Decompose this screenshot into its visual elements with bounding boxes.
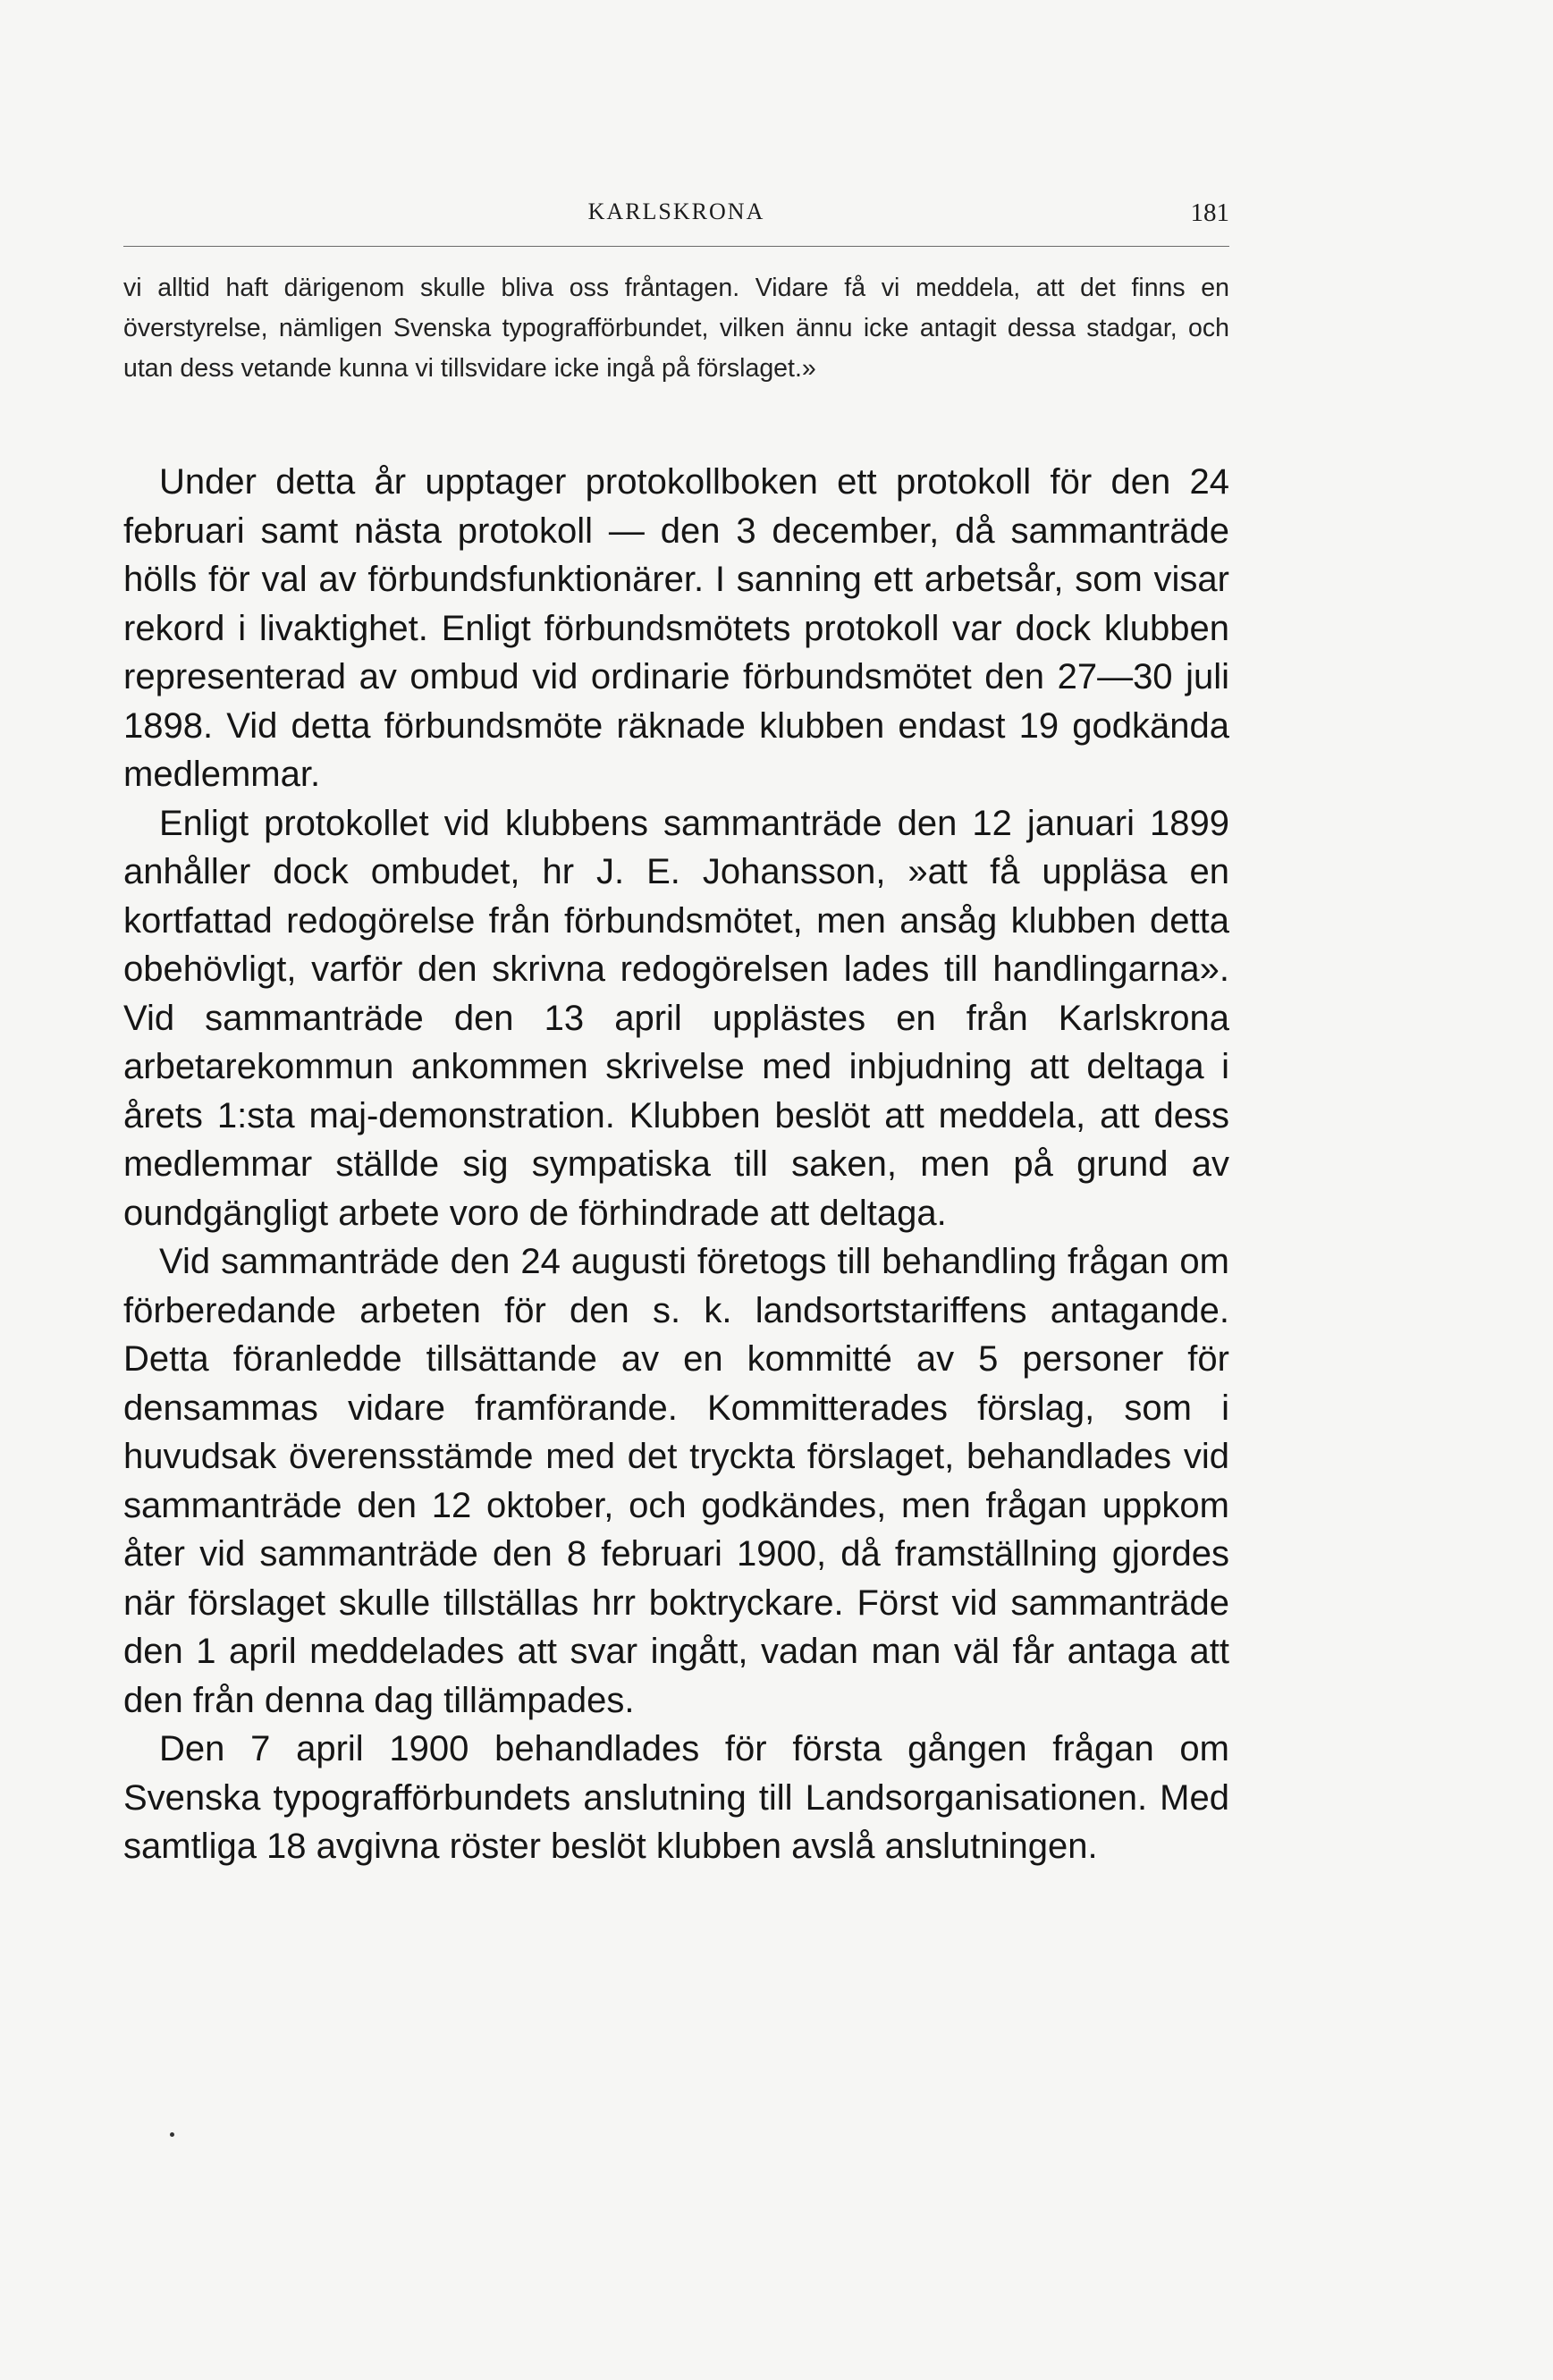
paragraph: Den 7 april 1900 behandlades för första gången frågan om Svenska typografförbundets anslutning till Landsorganisationen. Med samtliga 18 avgivna röster beslöt klubben avslå anslutningen.: [123, 1729, 1229, 1866]
stray-mark: [170, 2132, 174, 2137]
paragraph: Under detta år upptager protokollboken ett protokoll för den 24 februari samt nästa protokoll — den 3 december, då sammanträde hölls för val av förbundsfunktionärer. I sanning ett arbetsår, som visar rekord i livaktighet. Enligt förbundsmötets protokoll var dock klubben representerad av ombud vid ordinarie förbundsmötet den 27—30 juli 1898. Vid detta förbundsmöte räknade klubben endast 19 godkända medlemmar.: [123, 462, 1229, 794]
header-rule: [123, 246, 1229, 247]
paragraph: Enligt protokollet vid klubbens sammanträde den 12 januari 1899 anhåller dock ombudet, hr J. E. Johansson, »att få uppläsa en kortfattad redogörelse från förbundsmötet, men ansåg klubben detta obehövligt, varför den skrivna redogörelsen lades till handlingarna». Vid sammanträde den 13 april upplästes en från Karlskrona arbetarekommun ankommen skrivelse med inbjudning att deltaga i årets 1:sta maj-demonstration. Klubben beslöt att meddela, att dess medlemmar ställde sig sympatiska till saken, men på grund av oundgängligt arbete voro de förhindrade att deltaga.: [123, 803, 1229, 1233]
quote-continuation: vi alltid haft därigenom skulle bliva oss fråntagen. Vidare få vi meddela, att det finns en överstyrelse, nämligen Svenska typografförbundet, vilken ännu icke antagit dessa stadgar, och utan dess vetande kunna vi tillsvidare icke ingå på förslaget.»: [123, 274, 1229, 383]
page-header: [123, 198, 1229, 243]
paragraph: Vid sammanträde den 24 augusti företogs till behandling frågan om förberedande arbeten för den s. k. landsortstariffens antagande. Detta föranledde tillsättande av en kommitté av 5 personer för densammas vidare framförande. Kommitterades förslag, som i huvudsak överensstämde med det tryckta förslaget, behandlades vid sammanträde den 12 oktober, och godkändes, men frågan uppkom åter vid sammanträde den 8 februari 1900, då framställning gjordes när förslaget skulle tillställas hrr boktryckare. Först vid sammanträde den 1 april meddelades att svar ingått, vadan man väl får antaga att den från denna dag tillämpades.: [123, 1242, 1229, 1720]
body-text: [123, 458, 1229, 1871]
running-title: KARLSKRONA: [587, 198, 765, 224]
page-number: 181: [1190, 198, 1229, 227]
